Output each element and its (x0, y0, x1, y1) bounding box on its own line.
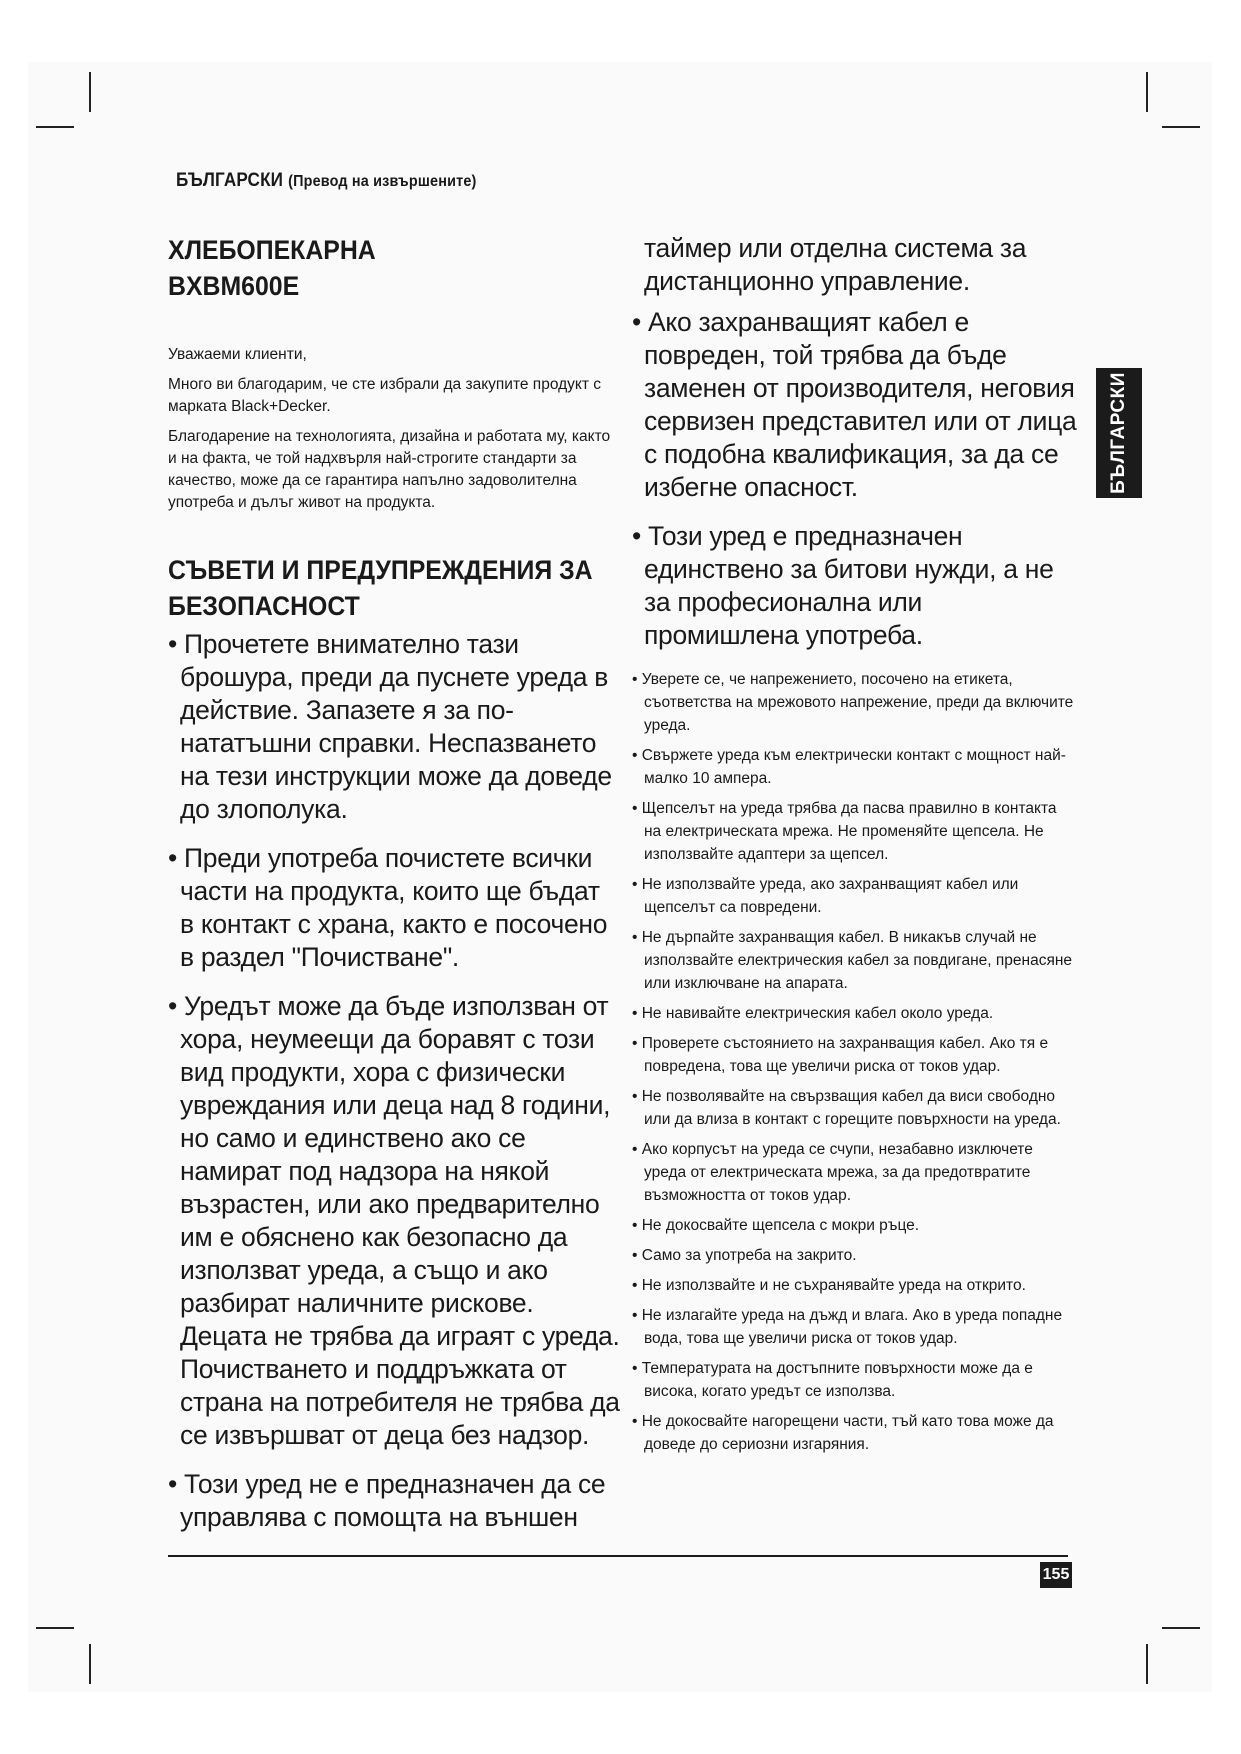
list-item-continuation: таймер или отделна система за дистанционно управление. (644, 233, 1027, 296)
intro-text (168, 344, 620, 514)
list-item: • Уредът може да бъде използван от хора, неумеещи да боравят с този вид продукти, хора с физически увреждания или деца над 8 години, но само и единствено ако се намират под надзора на някой възрастен, или ако предварително им е обяснено как безопасно да използват уреда, а също и ако разбират наличните рискове. Децата не трябва да играят с уреда. Почистването и поддръжката от страна на потребителя не трябва да се извършват от деца без надзор. (168, 990, 620, 1452)
left-column (168, 232, 620, 1550)
safety-list-left (168, 628, 620, 1534)
crop-mark (1146, 1644, 1148, 1684)
list-item: • Не докосвайте нагорещени части, тъй като това може да доведе до сериозни изгаряния. (632, 1410, 1077, 1456)
page-number: 155 (1040, 1562, 1072, 1588)
list-item: • Щепселът на уреда трябва да пасва правилно в контакта на електрическата мрежа. Не променяйте щепсела. Не използвайте адаптери за щепсел. (632, 797, 1077, 866)
product-title-line1: ХЛЕБОПЕКАРНА (168, 235, 376, 265)
list-item: • Температурата на достъпните повърхности може да е висока, когато уредът се използва. (632, 1357, 1077, 1403)
safety-title: СЪВЕТИ И ПРЕДУПРЕЖДЕНИЯ ЗА БЕЗОПАСНОСТ (168, 555, 593, 621)
list-item: • Не излагайте уреда на дъжд и влага. Ако в уреда попадне вода, това ще увеличи риска от токов удар. (632, 1304, 1077, 1350)
language-side-tab (1096, 368, 1142, 498)
list-item: • Уверете се, че напрежението, посочено на етикета, съответства на мрежовото напрежение, преди да включите уреда. (632, 668, 1077, 737)
safety-list-right-large (632, 306, 1077, 652)
list-item: • Прочетете внимателно тази брошура, преди да пуснете уреда в действие. Запазете я за по-нататъшни справки. Неспазването на тези инструкции може да доведе до злополука. (168, 628, 620, 826)
list-item: • Този уред е предназначен единствено за битови нужди, а не за професионална или промишлена употреба. (632, 520, 1077, 652)
list-item: • Преди употреба почистете всички части на продукта, които ще бъдат в контакт с храна, както е посочено в раздел "Почистване". (168, 842, 620, 974)
header-subtitle: (Превод на извършените) (288, 173, 477, 190)
crop-mark (1162, 1627, 1200, 1629)
footer-rule (168, 1555, 1068, 1557)
header-language: БЪЛГАРСКИ (176, 170, 284, 191)
list-item: • Не използвайте и не съхранявайте уреда на открито. (632, 1274, 1077, 1297)
intro-paragraph: Уважаеми клиенти, (168, 346, 307, 363)
list-item: • Само за употреба на закрито. (632, 1244, 1077, 1267)
crop-mark (89, 72, 91, 112)
list-item: • Този уред не е предназначен да се управлява с помощта на външен (168, 1468, 620, 1534)
list-item: • Проверете състоянието на захранващия кабел. Ако тя е повредена, това ще увеличи риска от токов удар. (632, 1032, 1077, 1078)
list-item: • Ако корпусът на уреда се счупи, незабавно изключете уреда от електрическата мрежа, за да предотвратите възможността от токов удар. (632, 1138, 1077, 1207)
list-item: • Не позволявайте на свързващия кабел да виси свободно или да влиза в контакт с горещите повърхности на уреда. (632, 1085, 1077, 1131)
crop-mark (1146, 72, 1148, 112)
list-item: • Не използвайте уреда, ако захранващият кабел или щепселът са повредени. (632, 873, 1077, 919)
intro-paragraph: Благодарение на технологията, дизайна и работата му, както и на факта, че той надхвърля най-строгите стандарти за качество, може да се гарантира напълно задоволителна употреба и дълъг живот на продукта. (168, 428, 611, 511)
page-header (176, 170, 477, 192)
list-item: • Ако захранващият кабел е повреден, той трябва да бъде заменен от производителя, неговия сервизен представител или от лица с подобна квалификация, за да се избегне опасност. (632, 306, 1077, 504)
right-column (632, 232, 1077, 1463)
list-item: • Не навивайте електрическия кабел около уреда. (632, 1002, 1077, 1025)
list-item: • Не докосвайте щепсела с мокри ръце. (632, 1214, 1077, 1237)
list-item: • Не дърпайте захранващия кабел. В никакъв случай не използвайте електрическия кабел за повдигане, пренасяне или изключване на апарата. (632, 926, 1077, 995)
side-tab-label: БЪЛГАРСКИ (1108, 372, 1130, 494)
crop-mark (36, 126, 74, 128)
safety-list-right-small (632, 668, 1077, 1456)
product-model: BXBM600E (168, 271, 300, 301)
list-item: • Свържете уреда към електрически контакт с мощност най-малко 10 ампера. (632, 744, 1077, 790)
crop-mark (1162, 126, 1200, 128)
crop-mark (36, 1627, 74, 1629)
product-title (168, 232, 584, 304)
crop-mark (89, 1644, 91, 1684)
intro-paragraph: Много ви благодарим, че сте избрали да закупите продукт с марката Black+Decker. (168, 376, 602, 415)
